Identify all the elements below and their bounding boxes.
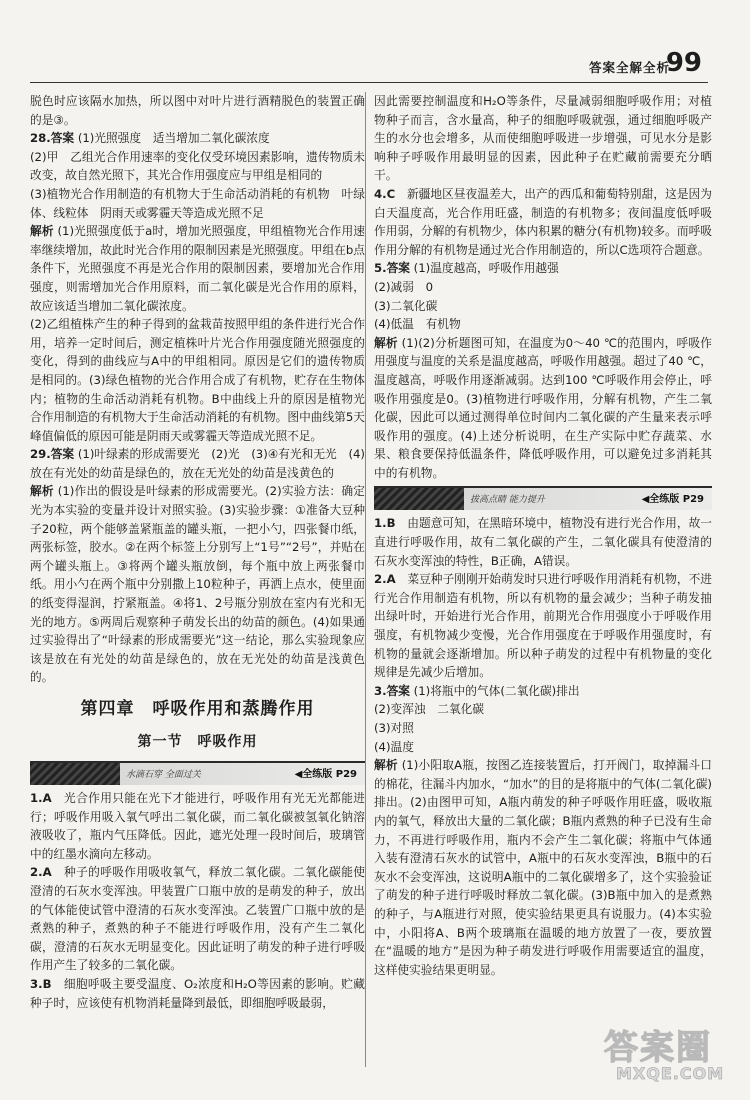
banner-2-text: 拔高点睛 能力提升 [470, 495, 545, 506]
b3-exp-label: 解析 [374, 758, 398, 773]
banner-2-tag: ◀全练版 P29 [641, 494, 704, 506]
r5-answer-2: (2)减弱 0 [374, 279, 434, 294]
p1-text: 光合作用只能在光下才能进行，呼吸作用有光无光都能进行；呼吸作用吸入氧气呼出二氧化碳，而二氧化碳被氢氧化钠溶液吸收了，瓶内气压降低。因此，遮光处理一段时间后，玻璃管中的红墨水滴向左移动。 [30, 791, 365, 861]
q29-explanation [30, 482, 365, 687]
q28-answer-line [30, 129, 365, 148]
b3-answer-4: (4)温度 [374, 739, 414, 754]
r4-text: 新疆地区昼夜温差大，出产的西瓜和葡萄特别甜，这是因为白天温度高，光合作用旺盛，制造的有机物多；夜间温度低呼吸作用弱，分解的有机物少，体内积累的糖分(有机物)较多。而呼吸作用分解的有机物是通过光合作用制造的，所以C选项符合题意。 [374, 186, 712, 257]
site-watermark-logo [602, 1020, 742, 1088]
q28-answer-1: (1)光照强度 适当增加二氧化碳浓度 [77, 131, 270, 146]
p2-number: 2.A [30, 865, 52, 880]
r5-answer-line [374, 259, 712, 278]
p3-item [30, 975, 365, 1012]
exercise-banner-1 [30, 761, 365, 785]
q28-answer-2: (2)甲 乙组光合作用速率的变化仅受环境因素影响，遗传物质未改变，故自然光照下，其光合作用强度应与甲组是相同的 [30, 149, 365, 183]
header-rule [30, 82, 708, 83]
b3-answer-1: (1)将瓶中的气体(二氧化碳)排出 [413, 683, 580, 698]
b1-text: 由题意可知，在黑暗环境中，植物没有进行光合作用，故一直进行呼吸作用，故有二氧化碳的产生，二氧化碳具有使澄清的石灰水变浑浊的特性，B正确，A错误。 [374, 516, 712, 568]
q28-answer-3: (3)植物光合作用制造的有机物大于生命活动消耗的有机物 叶绿体、线粒体 阴雨天或雾霾天等造成光照不足 [30, 186, 365, 220]
right-column [374, 92, 712, 979]
b2-number: 2.A [374, 572, 396, 587]
b2-item [374, 570, 712, 682]
r5-answer-1: (1)温度越高，呼吸作用越强 [413, 261, 559, 276]
q28-answer-label: 28.答案 [30, 131, 75, 146]
p2-item [30, 863, 365, 975]
b3-exp-text: (1)小阳取A瓶，按图乙连接装置后，打开阀门，取掉漏斗口的棉花，往漏斗内加水，“加水”的目的是将瓶中的气体(二氧化碳)排出。(2)由图甲可知，A瓶内萌发的种子呼吸作用旺盛，吸收瓶内的氧气，释放出大量的二氧化碳；B瓶内煮熟的种子已没有生命力，不再进行呼吸作用，瓶内不会产生二氧化碳；将瓶中气体通入装有澄清石灰水的试管中，A瓶中的石灰水变浑浊，B瓶中的石灰水不会变浑浊，这说明A瓶中的二氧化碳增多了，这个实验验证了萌发的种子进行呼吸时释放二氧化碳。(3)B瓶中加入的是煮熟的种子，与A瓶进行对照，使实验结果更具有说服力。(4)本实验中，小阳将A、B两个玻璃瓶在温暖的地方放置了一夜，要放置在“温暖的地方”是因为种子萌发进行呼吸作用需要适宜的温度，这样使实验结果更明显。 [374, 758, 712, 977]
b3-answer-label: 3.答案 [374, 683, 410, 698]
intro-paragraph: 脱色时应该隔水加热，所以图中对叶片进行酒精脱色的装置正确的是③。 [30, 94, 365, 127]
q28-explanation-2: (2)乙组植株产生的种子得到的盆栽苗按照甲组的条件进行光合作用，培养一定时间后，测定植株叶片光合作用强度随光照强度的变化，得到的曲线应与A中的甲组相同。原因是它们的遗传物质是相同的。(3)绿色植物的光合作用合成了有机物，贮存在生物体内；植物的生命活动消耗有机物。B中曲线上升的原因是植物光合作用制造的有机物大于生命活动消耗的有机物。图中曲线第5天峰值偏低的原因可能是阴雨天或雾霾天等造成光照不足。 [30, 317, 365, 443]
q29-answer-label: 29.答案 [30, 447, 75, 462]
banner-pattern [374, 488, 464, 510]
q28-exp-1-text: (1)光照强度低于a时，增加光照强度，甲组植物光合作用速率继续增加，故此时光合作用的限制因素是光照强度。甲组在b点条件下，光照强度不再是光合作用的限制因素，要增加光合作用强度，则需增加光合作用原料，而二氧化碳是光合作用的原料，故应该适当增加二氧化碳浓度。 [30, 224, 365, 313]
b3-answer-2: (2)变浑浊 二氧化碳 [374, 702, 485, 717]
r5-answer-3: (3)二氧化碳 [374, 298, 438, 313]
column-divider [365, 92, 366, 1067]
r5-explanation [374, 334, 712, 483]
r5-answer-label: 5.答案 [374, 261, 410, 276]
q29-exp-text: (1)作出的假设是叶绿素的形成需要光。(2)实验方法：确定光为本实验的变量并设计对照实验。(3)实验步骤：①准备大豆种子20粒，两个能够盖紧瓶盖的罐头瓶，一把小勺，四张餐巾纸，两张标签，胶水。②在两个标签上分别写上“1号”“2号”，并贴在两个罐头瓶上。③将两个罐头瓶放倒，每个瓶中放上两张餐巾纸。用小勺在两个瓶中分别撒上10粒种子，再洒上点水，使里面的纸变得湿润，拧紧瓶盖。④将1、2号瓶分别放在室内有光和无光的地方。⑤两周后观察种子萌发长出的幼苗的颜色。(4)如果通过实验得出了“叶绿素的形成需要光”这一结论，那么实验现象应该是放在有光处的幼苗是绿色的，放在无光处的幼苗是浅黄色的。 [30, 484, 365, 685]
exercise-banner-2 [374, 486, 712, 510]
r5-exp-text: (1)(2)分析题图可知，在温度为0～40 ℃的范围内，呼吸作用强度与温度的关系是温度越高，呼吸作用越强。超过了40 ℃，温度越高，呼吸作用逐渐减弱。达到100 ℃呼吸作用会停止，呼吸作用强度是0。(3)植物进行呼吸作用，分解有机物，产生二氧化碳，因此可以通过测得单位时间内二氧化碳的产生量来表示呼吸作用的强度。(4)上述分析说明，在生产实际中贮存蔬菜、水果、粮食要保持低温条件，降低呼吸作用，可以避免过多消耗其中的有机物。 [374, 335, 712, 480]
p3-text: 细胞呼吸主要受温度、O₂浓度和H₂O等因素的影响。贮藏种子时，应该使有机物消耗量降到最低，即细胞呼吸最弱， [30, 976, 365, 1010]
b3-answer-line [374, 682, 712, 701]
p2-text: 种子的呼吸作用吸收氧气，释放二氧化碳。二氧化碳能使澄清的石灰水变浑浊。甲装置广口瓶中放的是萌发的种子，放出的气体能使试管中澄清的石灰水变浑浊。乙装置广口瓶中放的是煮熟的种子，煮熟的种子不能进行呼吸作用，没有产生二氧化碳，澄清的石灰水无明显变化。因此证明了萌发的种子进行呼吸作用产生了较多的二氧化碳。 [30, 865, 365, 973]
banner-1-tag: ◀全练版 P29 [294, 769, 357, 780]
b2-text: 菜豆种子刚刚开始萌发时只进行呼吸作用消耗有机物，不进行光合作用制造有机物，所以有机物的量会减少；当种子萌发抽出绿叶时，开始进行光合作用，前期光合作用强度小于呼吸作用强度，有机物减少变慢，光合作用强度在于呼吸作用强度时，有机物的量就会逐渐增加。所以种子萌发的过程中有机物量的变化规律是先减少后增加。 [374, 572, 712, 680]
page-number: 99 [665, 48, 702, 78]
page-header [0, 0, 750, 84]
r4-number: 4.C [374, 186, 396, 201]
banner-1-text: 水滴石穿 全面过关 [126, 770, 201, 780]
watermark-top-text: 答案圈 [604, 1028, 712, 1068]
b1-number: 1.B [374, 516, 396, 531]
p1-number: 1.A [30, 791, 52, 805]
r1-paragraph: 因此需要控制温度和H₂O等条件，尽量减弱细胞呼吸作用；对植物种子而言，含水量高，种子的细胞呼吸就强，通过细胞呼吸产生的水分也会增多，从而使细胞呼吸进一步增强，可见水分是影响种子呼吸作用最明显的因素，因此种子在贮藏前需要充分晒干。 [374, 94, 712, 183]
p1-item [30, 789, 365, 863]
header-label: 答案全解全析 [588, 60, 670, 75]
chapter-title: 第四章 呼吸作用和蒸腾作用 [80, 699, 315, 719]
r5-exp-label: 解析 [374, 335, 398, 350]
q28-exp-label: 解析 [30, 224, 54, 239]
q29-answer-1: (1)叶绿素的形成需要光 (2)光 (3)④有光和无光 (4)放在有光处的幼苗是绿色的，放在无光处的幼苗是浅黄色的 [30, 447, 365, 480]
r5-answer-4: (4)低温 有机物 [374, 317, 461, 332]
q28-explanation-1 [30, 222, 365, 315]
p3-number: 3.B [30, 976, 52, 991]
watermark-bottom-text: MXQE.COM [616, 1064, 725, 1083]
r4-item [374, 185, 712, 259]
q29-exp-label: 解析 [30, 484, 54, 499]
b1-item [374, 514, 712, 570]
b3-explanation [374, 756, 712, 979]
q29-answer-line [30, 445, 365, 482]
b3-answer-3: (3)对照 [374, 721, 414, 735]
section-title: 第一节 呼吸作用 [137, 734, 258, 750]
left-column [30, 92, 365, 1012]
banner-pattern [30, 763, 120, 785]
